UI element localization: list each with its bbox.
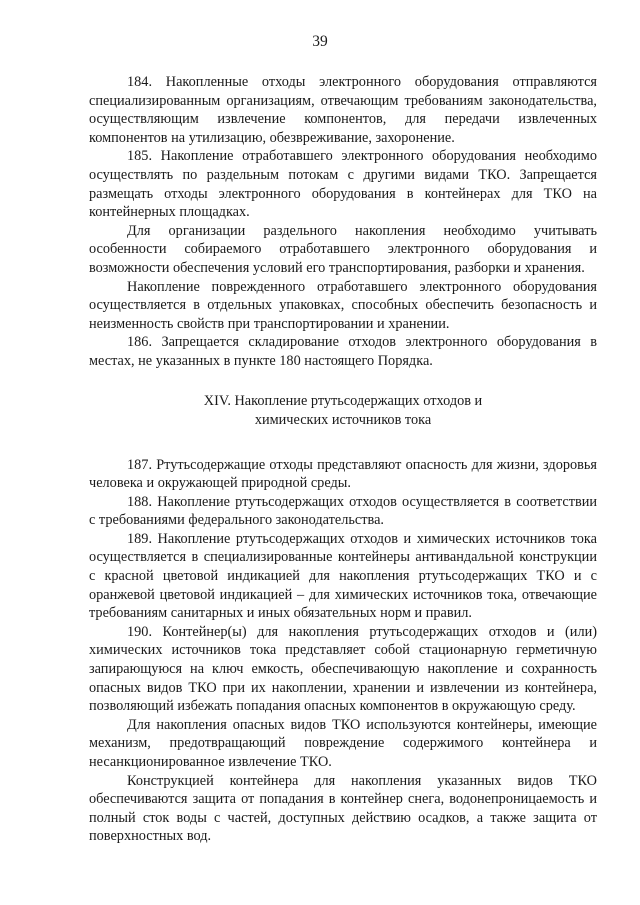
page-number: 39 bbox=[312, 33, 328, 50]
paragraph-190: 190. Контейнер(ы) для накопления ртутьсодержащих отходов и (или) химических источников тока представляет собой стационарную герметичную запирающуюся на ключ емкость, обеспечивающую накопление и сохранность опасных видов ТКО при их накоплении, хранении и извлечении из контейнера, позволяющий избежать попадания опасных компонентов в окружающую среду. bbox=[89, 623, 597, 715]
paragraph-separate-accumulation: Для организации раздельного накопления необходимо учитывать особенности собираемого отработавшего электронного оборудования и возможности обеспечения условий его транспортирования, разборки и хранения. bbox=[89, 222, 597, 276]
paragraph-187: 187. Ртутьсодержащие отходы представляют опасность для жизни, здоровья человека и окружающей природной среды. bbox=[89, 456, 597, 492]
section-heading-line-2: химических источников тока bbox=[254, 411, 432, 428]
paragraph-damaged-equipment: Накопление поврежденного отработавшего электронного оборудования осуществляется в отдельных упаковках, способных обеспечить безопасность и неизменность свойств при транспортировании и хранении. bbox=[89, 278, 597, 332]
paragraph-185: 185. Накопление отработавшего электронного оборудования необходимо осуществлять по раздельным потокам с другими видами ТКО. Запрещается размещать отходы электронного оборудования в контейнерах для ТКО на контейнерных площадках. bbox=[89, 148, 597, 221]
document-body bbox=[89, 73, 597, 846]
section-heading-xiv bbox=[89, 392, 597, 430]
paragraph-188: 188. Накопление ртутьсодержащих отходов осуществляется в соответствии с требованиями федерального законодательства. bbox=[89, 493, 597, 529]
section-heading-line-1: XIV. Накопление ртутьсодержащих отходов и bbox=[203, 392, 483, 409]
paragraph-hazardous-containers: Для накопления опасных видов ТКО используются контейнеры, имеющие механизм, предотвращающий повреждение содержимого контейнера и несанкционированное извлечение ТКО. bbox=[89, 716, 597, 770]
paragraph-186: 186. Запрещается складирование отходов электронного оборудования в местах, не указанных в пункте 180 настоящего Порядка. bbox=[89, 334, 597, 369]
paragraph-184: 184. Накопленные отходы электронного оборудования отправляются специализированным организациям, отвечающим требованиям законодательства, осуществляющим извлечение компонентов, для передачи извлеченных компонентов на утилизацию, обезвреживание, захоронение. bbox=[89, 74, 597, 146]
paragraph-container-design: Конструкцией контейнера для накопления указанных видов ТКО обеспечиваются защита от попадания в контейнер снега, водонепроницаемость и полный сток воды с частей, доступных действию осадков, а также защита от поверхностных вод. bbox=[89, 772, 597, 845]
paragraph-189: 189. Накопление ртутьсодержащих отходов и химических источников тока осуществляется в специализированные контейнеры антивандальной конструкции с красной цветовой индикацией для накопления ртутьсодержащих ТКО и с оранжевой цветовой индикацией – для химических источников тока, отвечающие требованиям санитарных и иных обязательных норм и правил. bbox=[89, 530, 597, 622]
